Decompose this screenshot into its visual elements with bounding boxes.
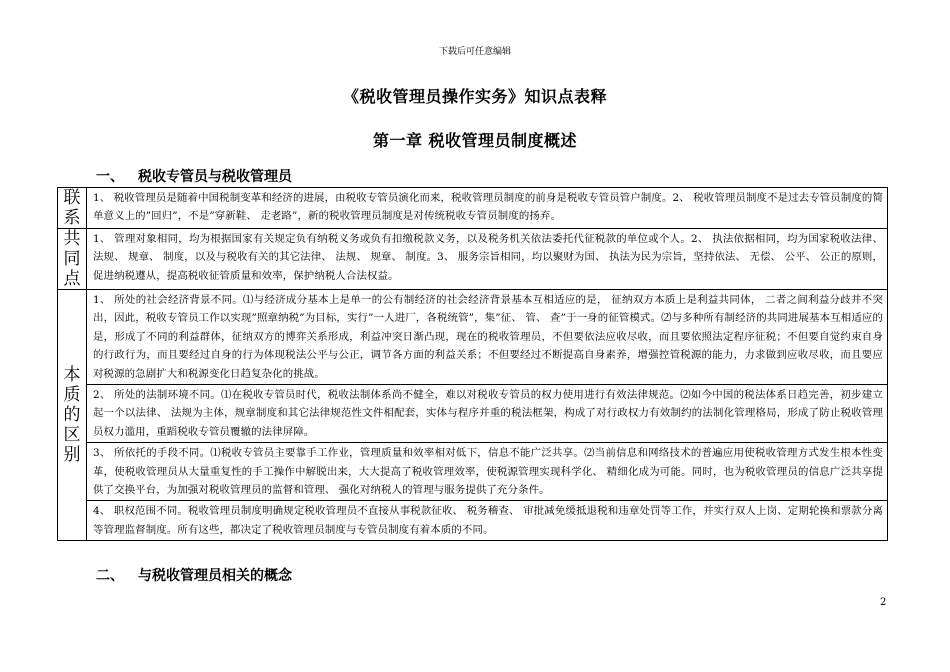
table-cell: 1、 税收管理员是随着中国税制变革和经济的进展，由税收专管员演化而来，税收管理员制度的前身是税收专管员管户制度。2、 税收管理员制度不是过去专管员制度的简单意义上的”回归”，不是”穿新鞋、 走老路”，新的税收管理员制度是对传统税收专管员制度的扬弃。: [87, 188, 888, 229]
chapter-title: 第一章 税收管理员制度概述: [372, 131, 578, 150]
category-char: 质: [63, 385, 81, 406]
row-category-label: [58, 188, 86, 228]
table-cell: 1、 所处的社会经济背景不同。⑴与经济成分基本上是单一的公有制经济的社会经济背景基本互相适应的是， 征纳双方本质上是利益共同体， 二者之间利益分歧并不突出，因此，税收专管员工作以实现”照章纳税”为目标，实行”一人进厂，各税统管”，集”征、 管、 查”于一身的征管模式。⑵与多种所有制经济的共同进展基本互相适应的是，形成了不同的利益群体，征纳双方的博弈关系形成，利益冲突日渐凸现，现在的税收管理员，不但要依法应收尽收，而且要依照法定程序征税；不但要自觉约束自身的行政行为，而且要经过自身的行为体现税法公平与公正，调节各方面的利益关系；不但要经过不断提高自身素养，增强控管税源的能力，力求做到应收尽收，而且要应对税源的急剧扩大和税源变化日趋复杂化的挑战。: [87, 290, 888, 385]
category-char: 同: [63, 249, 81, 269]
row-category-label: [58, 229, 86, 289]
table-row: [58, 290, 888, 385]
row-category-cell: [58, 188, 87, 229]
table-row: [58, 188, 888, 229]
table-cell: 3、 所依托的手段不同。⑴税收专管员主要靠手工作业，管理质量和效率相对低下，信息不能广泛共享。⑵当前信息和网络技术的普遍应用使税收管理方式发生根本性变革，使税收管理员从大量重复性的手工操作中解脱出来，大大提高了税收管理效率，使税源管理实现科学化、 精细化成为可能。同时，也为税收管理员的信息广泛共享提供了交换平台，为加强对税收管理员的监督和管理、 强化对纳税人的管理与服务提供了充分条件。: [87, 443, 888, 501]
document-title: 《税收管理员操作实务》知识点表释: [342, 87, 607, 106]
table-cell: 1、 管理对象相同，均为根据国家有关规定负有纳税义务或负有扣缴税款义务，以及税务机关依法委托代征税款的单位或个人。2、 执法依据相同，均为国家税收法律、 法规、 规章、 制度，以及与税收有关的其它法律、 法规、 规章、 制度。3、 服务宗旨相同，均以聚财为国、 执法为民为宗旨，坚持依法、 无偿、 公平、 公正的原则，促进纳税遵从，提高税收征管质量和效率，保护纳税人合法权益。: [87, 229, 888, 290]
category-char: 系: [63, 208, 81, 228]
table-row: [58, 501, 888, 541]
table-row: [58, 385, 888, 443]
category-char: 的: [63, 405, 81, 426]
category-char: 区: [63, 425, 81, 446]
category-char: 别: [63, 445, 81, 466]
category-char: 共: [63, 229, 81, 249]
knowledge-table: [57, 187, 888, 541]
section-heading-2: [96, 565, 292, 585]
header-note: 下载后可任意编辑: [438, 47, 511, 57]
table-row: [58, 229, 888, 290]
category-char: 点: [63, 269, 81, 289]
category-char: 联: [63, 188, 81, 208]
section-label: 与税收管理员相关的概念: [138, 568, 292, 584]
category-char: 本: [63, 365, 81, 386]
section-label: 税收专管员与税收管理员: [138, 169, 292, 185]
row-category-label: [58, 365, 86, 465]
section-number: 二、: [96, 568, 124, 584]
page-number: 2: [880, 597, 887, 608]
section-number: 一、: [96, 169, 124, 185]
row-category-cell: [58, 290, 87, 541]
table-cell: 4、 职权范围不同。税收管理员制度明确规定税收管理员不直接从事税款征收、 税务稽查、 审批减免缓抵退税和违章处罚等工作，并实行双人上岗、定期轮换和票款分离等管理监督制度。所有这些，都决定了税收管理员制度与专管员制度有着本质的不同。: [87, 501, 888, 541]
section-heading-1: [96, 166, 292, 186]
table-row: [58, 443, 888, 501]
table-cell: 2、 所处的法制环境不同。⑴在税收专管员时代，税收法制体系尚不健全，难以对税收专管员的权力使用进行有效法律规范。⑵如今中国的税法体系日趋完善，初步建立起一个以法律、 法规为主体，规章制度和其它法律规范性文件相配套，实体与程序并重的税法框架，构成了对行政权力有效制约的法制化管理格局，形成了防止税收管理员权力滥用，重蹈税收专管员覆辙的法律屏障。: [87, 385, 888, 443]
row-category-cell: [58, 229, 87, 290]
